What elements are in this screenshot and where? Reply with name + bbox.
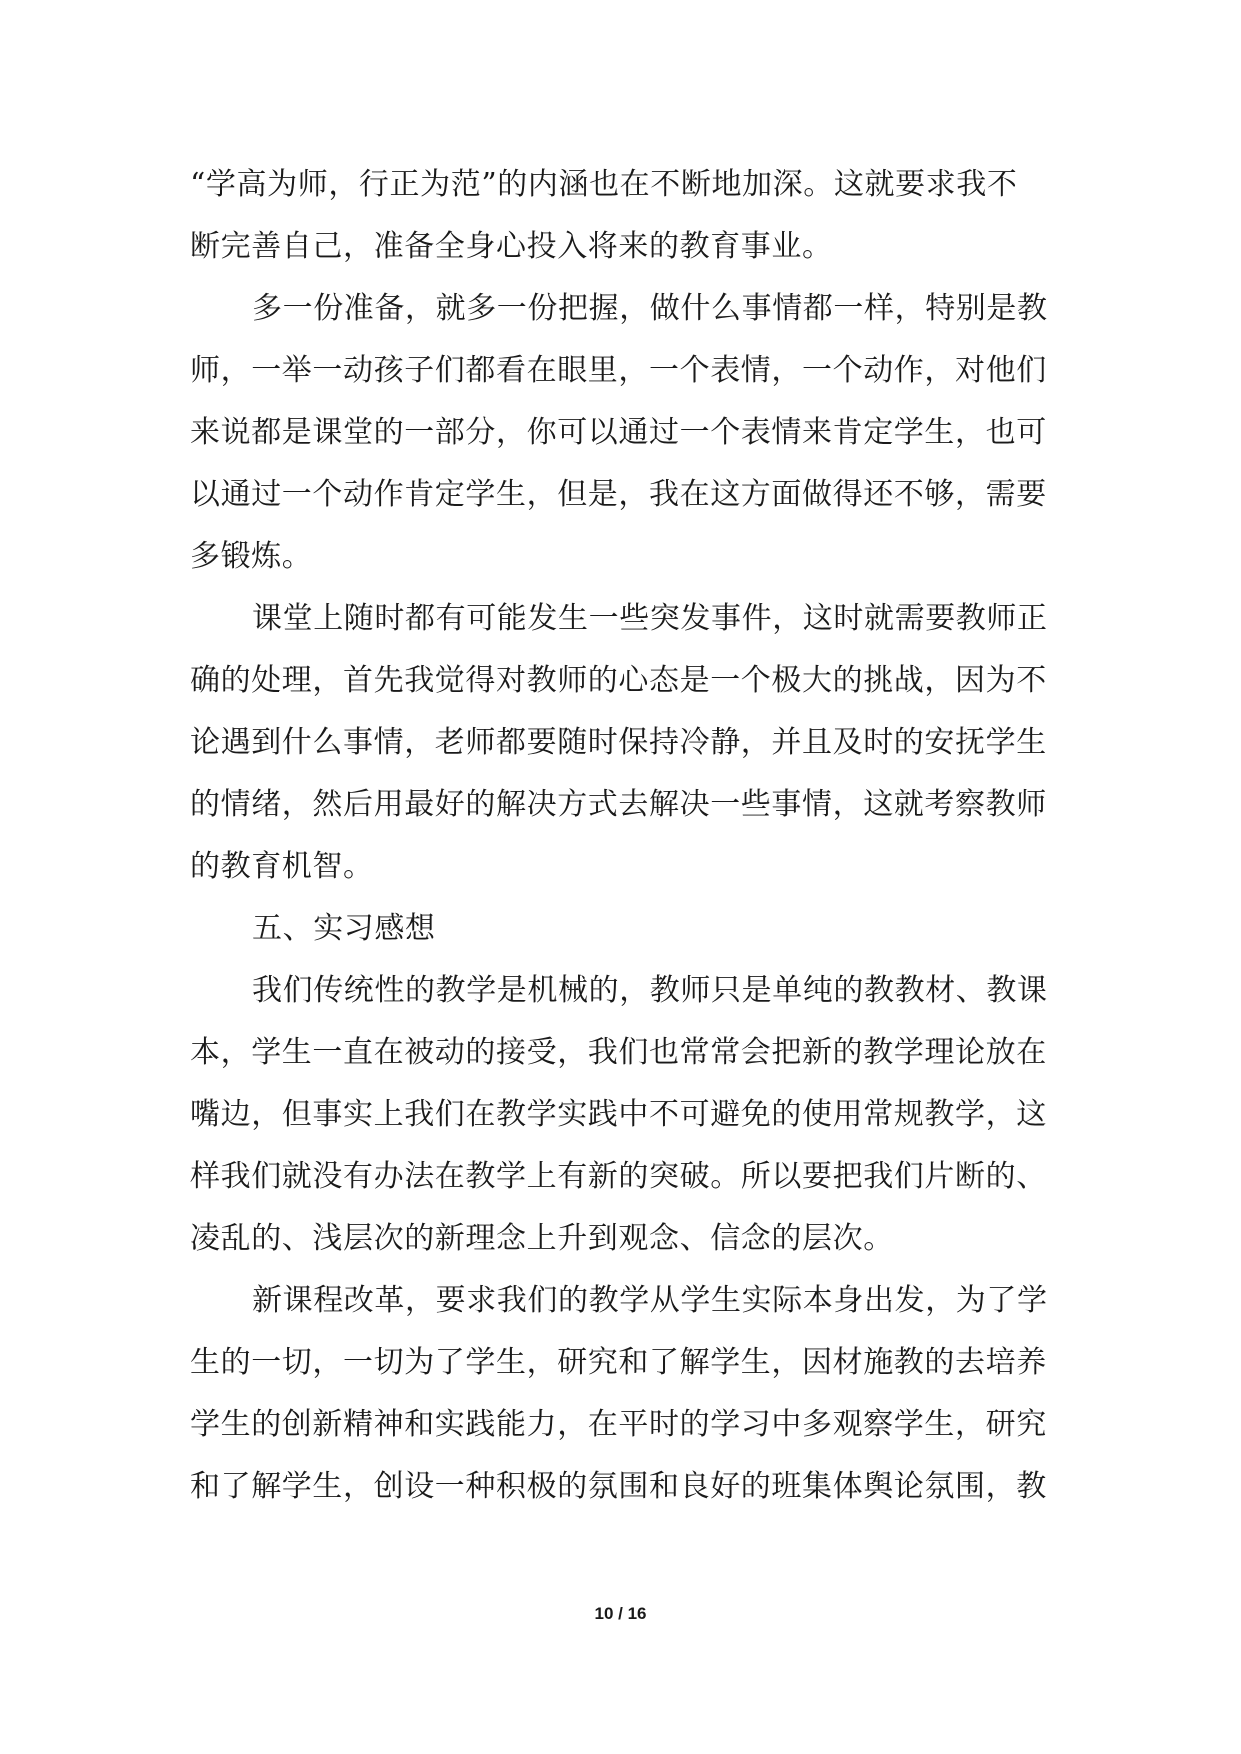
text-line: 以通过一个动作肯定学生，但是，我在这方面做得还不够，需要 [190,477,1047,512]
text-line: 新课程改革，要求我们的教学从学生实际本身出发，为了学 [252,1283,1048,1318]
text-line: 断完善自己，准备全身心投入将来的教育事业。 [190,229,833,264]
text-line: 样我们就没有办法在教学上有新的突破。所以要把我们片断的、 [190,1159,1047,1194]
text-line: 多锻炼。 [190,539,313,574]
text-line: 师，一举一动孩子们都看在眼里，一个表情，一个动作，对他们 [190,353,1047,388]
section-heading [190,898,1052,960]
text-line: 和了解学生，创设一种积极的氛围和良好的班集体舆论氛围，教 [190,1469,1047,1504]
paragraph [190,1270,1052,1518]
text-line: 五、实习感想 [252,911,436,946]
text-line: 本，学生一直在被动的接受，我们也常常会把新的教学理论放在 [190,1035,1047,1070]
text-line: 的教育机智。 [190,849,374,884]
document-body [190,154,1052,1518]
text-line: 生的一切，一切为了学生，研究和了解学生，因材施教的去培养 [190,1345,1047,1380]
text-line: 的情绪，然后用最好的解决方式去解决一些事情，这就考察教师 [190,787,1047,822]
text-line: 多一份准备，就多一份把握，做什么事情都一样，特别是教 [252,291,1048,326]
paragraph [190,588,1052,898]
text-line: 课堂上随时都有可能发生一些突发事件，这时就需要教师正 [252,601,1048,636]
text-line: 学生的创新精神和实践能力，在平时的学习中多观察学生，研究 [190,1407,1047,1442]
text-line: 凌乱的、浅层次的新理念上升到观念、信念的层次。 [190,1221,894,1256]
paragraph [190,154,1052,278]
paragraph [190,278,1052,588]
text-line: 嘴边，但事实上我们在教学实践中不可避免的使用常规教学，这 [190,1097,1047,1132]
text-line: “学高为师，行正为范”的内涵也在不断地加深。这就要求我不 [190,167,1018,202]
text-line: 论遇到什么事情，老师都要随时保持冷静，并且及时的安抚学生 [190,725,1047,760]
text-line: 来说都是课堂的一部分，你可以通过一个表情来肯定学生，也可 [190,415,1047,450]
text-line: 确的处理，首先我觉得对教师的心态是一个极大的挑战，因为不 [190,663,1047,698]
text-line: 我们传统性的教学是机械的，教师只是单纯的教教材、教课 [252,973,1048,1008]
page-number: 10 / 16 [594,1604,647,1623]
paragraph [190,960,1052,1270]
